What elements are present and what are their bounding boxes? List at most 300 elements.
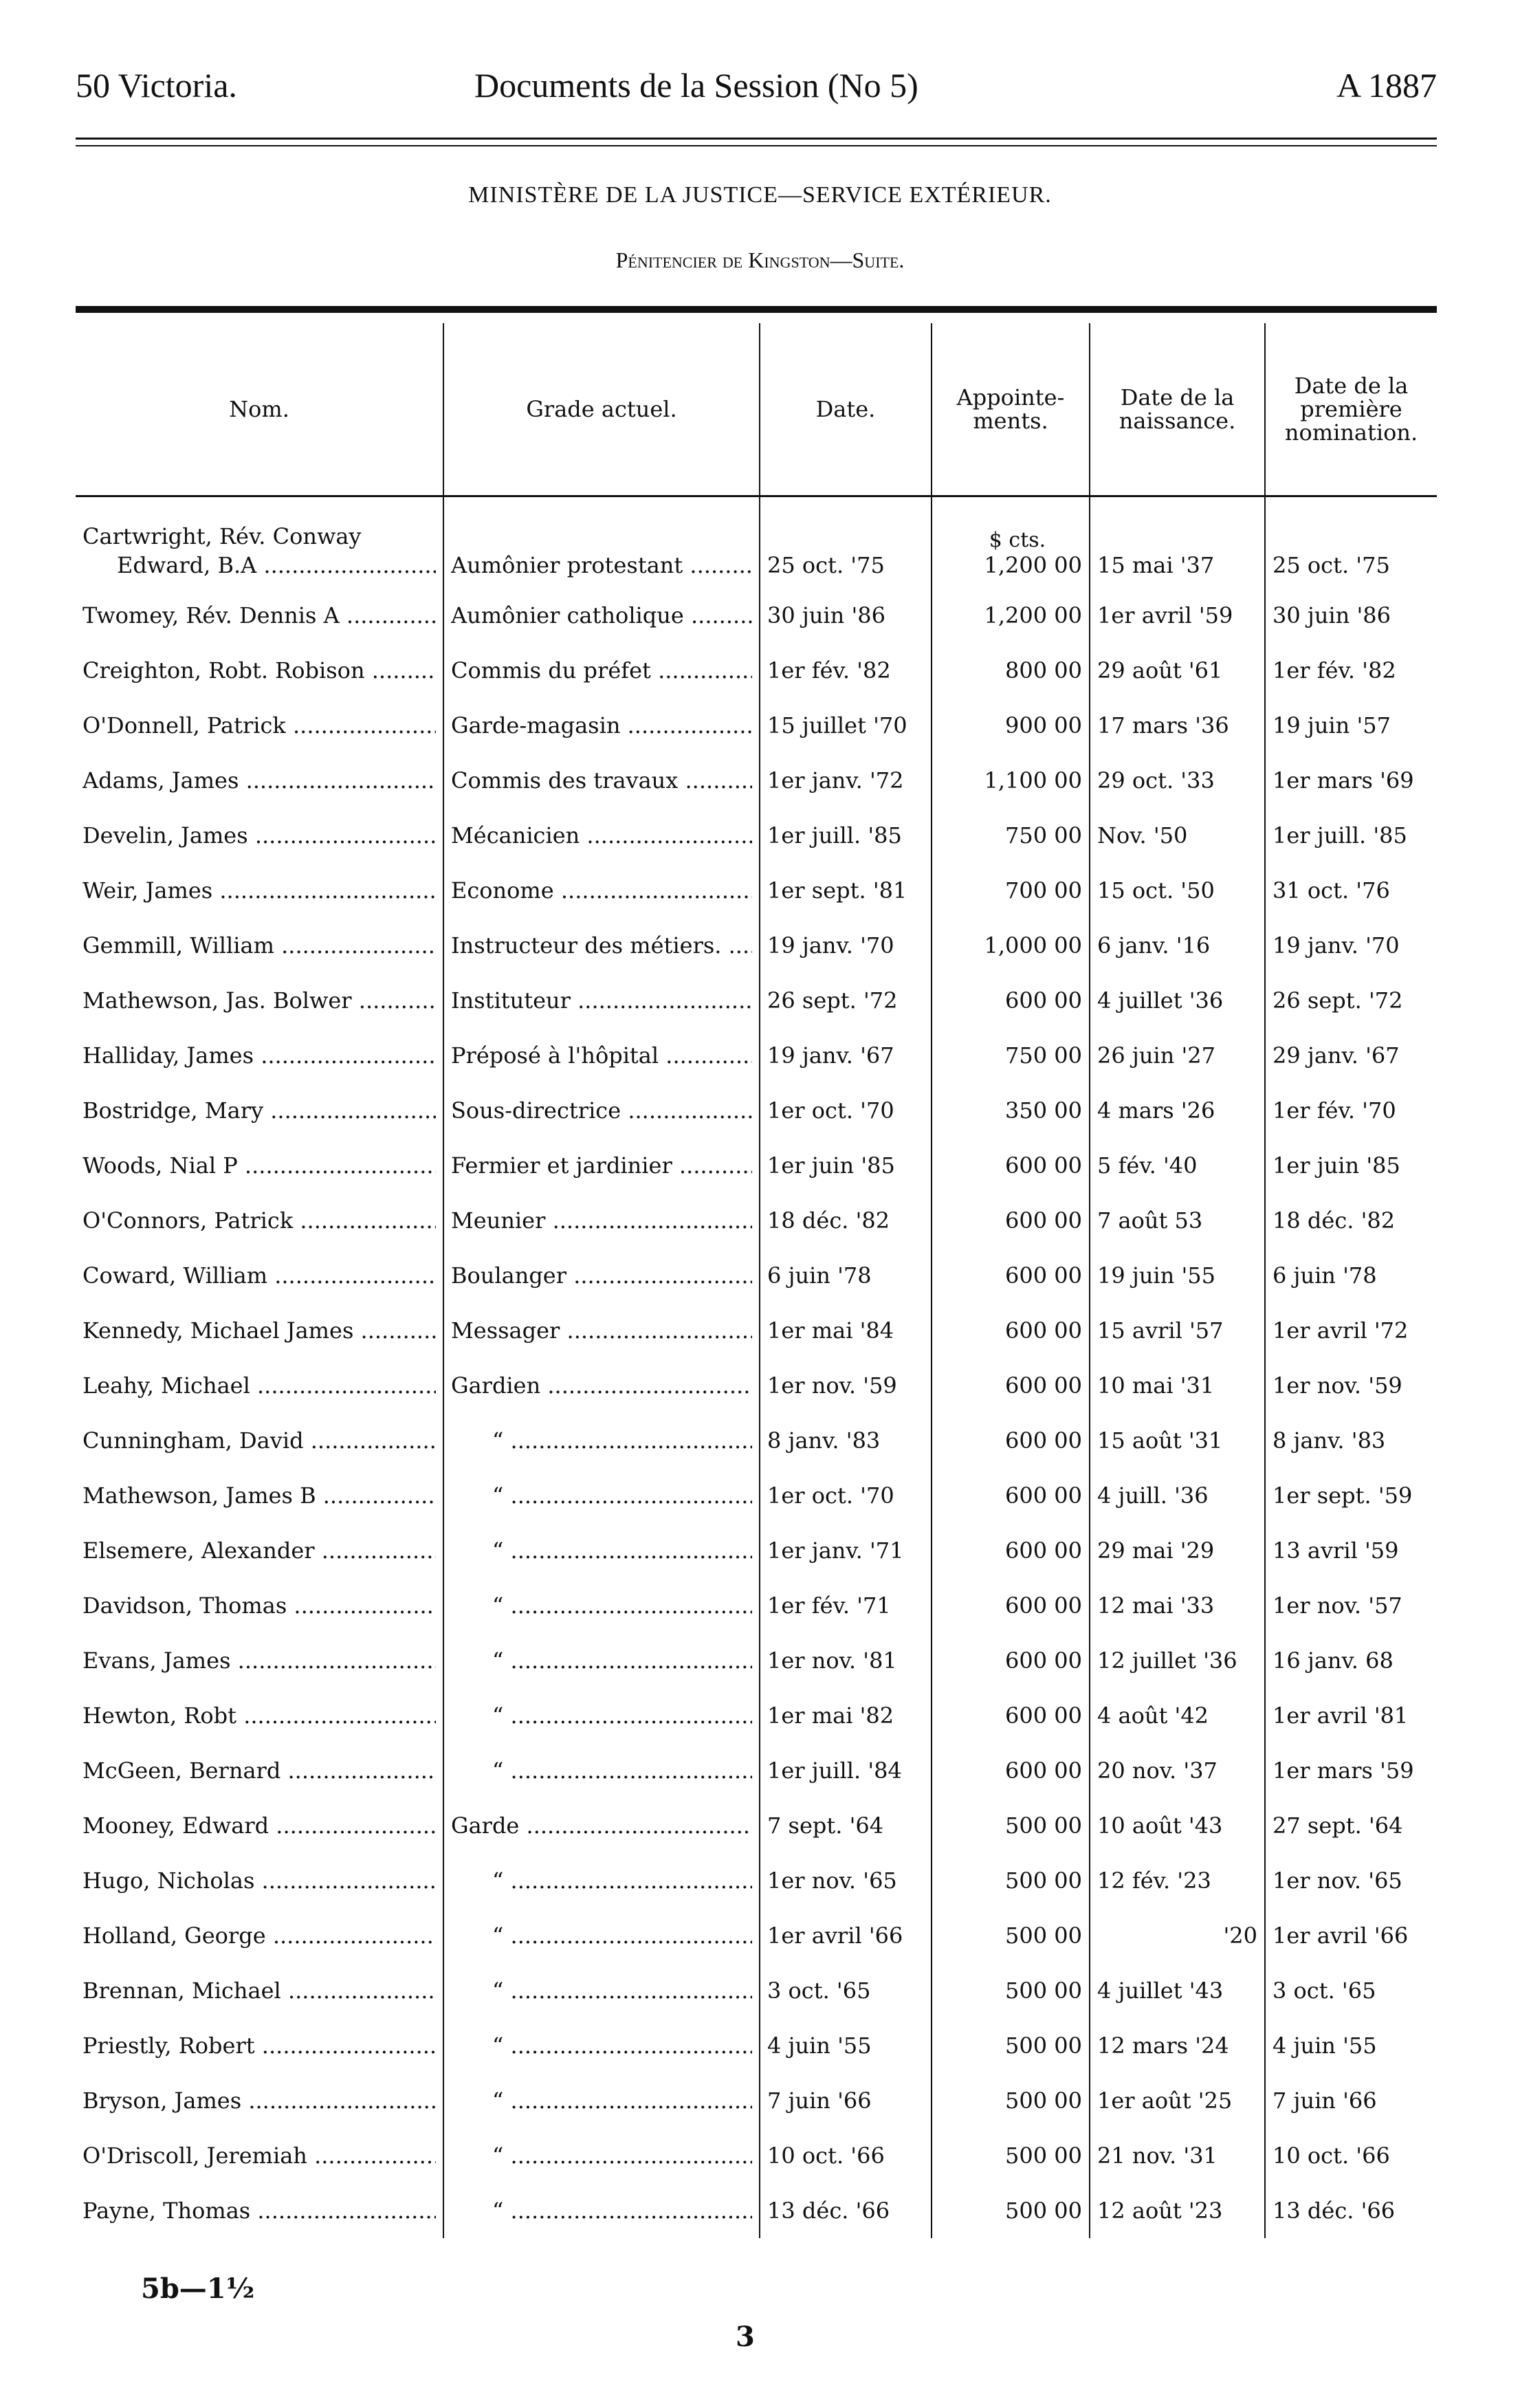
- cell-nom: [76, 1468, 443, 1523]
- cell-nomination: 29 janv. '67: [1265, 1028, 1437, 1083]
- cell-nomination: 1er nov. '57: [1265, 1578, 1437, 1633]
- ditto-mark: “ .....: [451, 1648, 752, 1674]
- cell-appointements: [932, 1963, 1090, 2018]
- nom-text: Mathewson, James B .....: [82, 1482, 436, 1509]
- col-naissance: Date de la naissance.: [1090, 323, 1265, 496]
- col-date: Date.: [760, 323, 932, 496]
- nom-text: Coward, William .....: [82, 1262, 436, 1289]
- cell-grade: [443, 1193, 760, 1248]
- cell-nomination: 30 juin '86: [1265, 588, 1437, 643]
- table-header-row: [76, 323, 1437, 496]
- salary-value: 600 00: [1005, 1592, 1082, 1619]
- grade-text: Préposé à l'hôpital .....: [451, 1042, 752, 1069]
- salary-value: 600 00: [1005, 1537, 1082, 1564]
- cell-nom: [76, 643, 443, 698]
- cell-appointements: [932, 1193, 1090, 1248]
- cell-nomination: 8 janv. '83: [1265, 1413, 1437, 1468]
- table-row: [76, 2128, 1437, 2183]
- cell-nomination: 1er juill. '85: [1265, 808, 1437, 863]
- ditto-mark: “ .....: [451, 2088, 752, 2114]
- cell-nomination: 27 sept. '64: [1265, 1798, 1437, 1853]
- cell-appointements: [932, 1578, 1090, 1633]
- table-row: [76, 973, 1437, 1028]
- nom-text: O'Connors, Patrick .....: [82, 1207, 436, 1234]
- table-row: [76, 1028, 1437, 1083]
- cell-grade: [443, 1028, 760, 1083]
- cell-nom: [76, 698, 443, 753]
- salary-value: 500 00: [1005, 1813, 1082, 1839]
- nom-text: Davidson, Thomas .....: [82, 1592, 436, 1619]
- nom-text: Weir, James .....: [82, 877, 436, 904]
- cell-nom: [76, 1193, 443, 1248]
- ditto-mark: “ .....: [451, 2143, 752, 2169]
- cell-naissance: 29 oct. '33: [1090, 753, 1265, 808]
- cell-appointements: [932, 1523, 1090, 1578]
- cell-naissance: 17 mars '36: [1090, 698, 1265, 753]
- cell-nomination: 1er avril '81: [1265, 1688, 1437, 1743]
- footer-signature: 5b—1½: [141, 2273, 255, 2305]
- table-row: [76, 698, 1437, 753]
- cell-grade: [443, 1083, 760, 1138]
- cell-nom: [76, 1523, 443, 1578]
- table-row: [76, 1248, 1437, 1303]
- cell-naissance: 29 mai '29: [1090, 1523, 1265, 1578]
- cell-appointements: [932, 643, 1090, 698]
- salary-value: 600 00: [1005, 1372, 1082, 1399]
- ditto-mark: “ .....: [451, 1592, 752, 1619]
- salary-value: 600 00: [1005, 1482, 1082, 1509]
- grade-text: Boulanger .....: [451, 1262, 752, 1289]
- header-rule: [76, 138, 1437, 146]
- table-row: [76, 2183, 1437, 2238]
- cell-appointements: [932, 1688, 1090, 1743]
- cell-date: 1er juill. '85: [760, 808, 932, 863]
- table-row: [76, 1303, 1437, 1358]
- salary-value: 1,200 00: [984, 552, 1082, 578]
- cell-appointements: [932, 2073, 1090, 2128]
- grade-text: Aumônier catholique .....: [451, 602, 752, 628]
- cell-date: 1er fév. '82: [760, 643, 932, 698]
- cell-naissance: 12 mai '33: [1090, 1578, 1265, 1633]
- cell-date: 1er juin '85: [760, 1138, 932, 1193]
- cell-grade: [443, 588, 760, 643]
- salary-value: 800 00: [1005, 657, 1082, 683]
- table-row: [76, 1358, 1437, 1413]
- salary-value: 1,100 00: [984, 767, 1082, 793]
- cell-nom: [76, 973, 443, 1028]
- cell-naissance: 12 fév. '23: [1090, 1853, 1265, 1908]
- cell-nom: [76, 1853, 443, 1908]
- cell-date: 26 sept. '72: [760, 973, 932, 1028]
- table-row: [76, 753, 1437, 808]
- cell-nomination: 19 juin '57: [1265, 698, 1437, 753]
- cell-nomination: 1er avril '72: [1265, 1303, 1437, 1358]
- table-row: [76, 1578, 1437, 1633]
- cell-nom: [76, 1963, 443, 2018]
- nom-text: Creighton, Robt. Robison .....: [82, 657, 436, 683]
- table-row: [76, 2018, 1437, 2073]
- cell-naissance: 7 août 53: [1090, 1193, 1265, 1248]
- nom-text: Priestly, Robert .....: [82, 2033, 436, 2059]
- grade-text: Meunier .....: [451, 1207, 752, 1234]
- salary-value: 600 00: [1005, 1427, 1082, 1454]
- cell-date: 1er mai '82: [760, 1688, 932, 1743]
- nom-line1: Cartwright, Rév. Conway: [82, 523, 362, 549]
- currency-label: $ cts.: [989, 528, 1046, 552]
- cell-naissance: 15 avril '57: [1090, 1303, 1265, 1358]
- nom-text: Mathewson, Jas. Bolwer .....: [82, 987, 436, 1014]
- cell-grade: [443, 643, 760, 698]
- cell-naissance: 4 juillet '43: [1090, 1963, 1265, 2018]
- cell-appointements: [932, 1028, 1090, 1083]
- cell-nom: [76, 1083, 443, 1138]
- page-number: 3: [736, 2321, 755, 2353]
- ditto-mark: “ .....: [451, 1758, 752, 1784]
- cell-date: 19 janv. '70: [760, 918, 932, 973]
- grade-text: Instructeur des métiers. .....: [451, 932, 752, 959]
- salary-value: 500 00: [1005, 1923, 1082, 1949]
- cell-naissance: 15 août '31: [1090, 1413, 1265, 1468]
- header-volume: 50 Victoria.: [76, 66, 237, 105]
- cell-appointements: [932, 1358, 1090, 1413]
- table-row: [76, 496, 1437, 589]
- cell-naissance: 15 oct. '50: [1090, 863, 1265, 918]
- col-nom: Nom.: [76, 323, 443, 496]
- table-top-rule: [76, 306, 1437, 313]
- cell-appointements: [932, 2183, 1090, 2238]
- cell-nom: [76, 918, 443, 973]
- salary-value: 500 00: [1005, 2198, 1082, 2224]
- page-subtitle: Pénitencier de Kingston—Suite.: [615, 248, 905, 272]
- cell-nom: [76, 1248, 443, 1303]
- grade-text: Messager .....: [451, 1317, 752, 1344]
- cell-naissance: 26 juin '27: [1090, 1028, 1265, 1083]
- cell-date: 1er mai '84: [760, 1303, 932, 1358]
- cell-appointements: [932, 973, 1090, 1028]
- cell-grade: [443, 496, 760, 589]
- cell-nomination: 19 janv. '70: [1265, 918, 1437, 973]
- salary-value: 750 00: [1005, 822, 1082, 849]
- cell-date: 1er fév. '71: [760, 1578, 932, 1633]
- cell-grade: [443, 698, 760, 753]
- cell-nomination: 25 oct. '75: [1265, 496, 1437, 589]
- salary-value: 700 00: [1005, 877, 1082, 904]
- grade-text: Gardien .....: [451, 1372, 752, 1399]
- cell-date: 1er nov. '81: [760, 1633, 932, 1688]
- table-row: [76, 1413, 1437, 1468]
- cell-naissance: 4 juill. '36: [1090, 1468, 1265, 1523]
- salary-value: 600 00: [1005, 987, 1082, 1014]
- grade-text: Sous-directrice .....: [451, 1097, 752, 1124]
- cell-nomination: 1er nov. '59: [1265, 1358, 1437, 1413]
- cell-naissance: 21 nov. '31: [1090, 2128, 1265, 2183]
- cell-grade: [443, 1523, 760, 1578]
- cell-date: 1er nov. '65: [760, 1853, 932, 1908]
- cell-appointements: [932, 1853, 1090, 1908]
- cell-naissance: 4 août '42: [1090, 1688, 1265, 1743]
- cell-nomination: 7 juin '66: [1265, 2073, 1437, 2128]
- cell-grade: [443, 753, 760, 808]
- cell-nom: [76, 588, 443, 643]
- cell-date: 7 sept. '64: [760, 1798, 932, 1853]
- cell-naissance: '20: [1090, 1908, 1265, 1963]
- salary-value: 750 00: [1005, 1042, 1082, 1069]
- grade-text: Garde-magasin .....: [451, 712, 752, 738]
- salary-value: 500 00: [1005, 1868, 1082, 1894]
- nom-text: Gemmill, William .....: [82, 932, 436, 959]
- cell-nomination: 10 oct. '66: [1265, 2128, 1437, 2183]
- cell-nomination: 4 juin '55: [1265, 2018, 1437, 2073]
- cell-grade: [443, 1413, 760, 1468]
- cell-nom: [76, 1028, 443, 1083]
- nom-text: Woods, Nial P .....: [82, 1152, 436, 1179]
- grade-text: Econome .....: [451, 877, 752, 904]
- cell-appointements: [932, 1633, 1090, 1688]
- cell-naissance: 12 juillet '36: [1090, 1633, 1265, 1688]
- table-row: [76, 1688, 1437, 1743]
- cell-nom: [76, 2128, 443, 2183]
- nom-text: McGeen, Bernard .....: [82, 1758, 436, 1784]
- cell-nom: [76, 1303, 443, 1358]
- table-row: [76, 1193, 1437, 1248]
- col-nomination: Date de la première nomination.: [1265, 323, 1437, 496]
- cell-date: 10 oct. '66: [760, 2128, 932, 2183]
- cell-date: 1er nov. '59: [760, 1358, 932, 1413]
- cell-naissance: Nov. '50: [1090, 808, 1265, 863]
- cell-date: 1er avril '66: [760, 1908, 932, 1963]
- cell-date: 30 juin '86: [760, 588, 932, 643]
- table-row: [76, 643, 1437, 698]
- nom-text: Elsemere, Alexander .....: [82, 1537, 436, 1564]
- table-row: [76, 1083, 1437, 1138]
- page-title: MINISTÈRE DE LA JUSTICE—SERVICE EXTÉRIEUR.: [468, 182, 1052, 208]
- col-grade: Grade actuel.: [443, 323, 760, 496]
- salary-value: 500 00: [1005, 2033, 1082, 2059]
- cell-nomination: 26 sept. '72: [1265, 973, 1437, 1028]
- staff-table: [76, 323, 1437, 2238]
- cell-appointements: [932, 753, 1090, 808]
- table-row: [76, 918, 1437, 973]
- cell-grade: [443, 1248, 760, 1303]
- cell-appointements: [932, 1303, 1090, 1358]
- cell-nom: [76, 1578, 443, 1633]
- cell-nomination: 1er mars '69: [1265, 753, 1437, 808]
- cell-nom: [76, 496, 443, 589]
- cell-naissance: 15 mai '37: [1090, 496, 1265, 589]
- cell-nom: [76, 1688, 443, 1743]
- cell-grade: [443, 1578, 760, 1633]
- cell-nomination: 31 oct. '76: [1265, 863, 1437, 918]
- salary-value: 600 00: [1005, 1648, 1082, 1674]
- cell-date: 15 juillet '70: [760, 698, 932, 753]
- cell-appointements: [932, 1468, 1090, 1523]
- cell-appointements: [932, 918, 1090, 973]
- cell-nom: [76, 1908, 443, 1963]
- cell-date: 1er oct. '70: [760, 1083, 932, 1138]
- salary-value: 1,000 00: [984, 932, 1082, 959]
- cell-nomination: 16 janv. 68: [1265, 1633, 1437, 1688]
- nom-text: Kennedy, Michael James .....: [82, 1317, 436, 1344]
- cell-grade: [443, 2018, 760, 2073]
- cell-nom: [76, 2018, 443, 2073]
- cell-appointements: [932, 1248, 1090, 1303]
- salary-value: 600 00: [1005, 1758, 1082, 1784]
- running-header: [76, 65, 1437, 107]
- cell-appointements: [932, 698, 1090, 753]
- cell-naissance: 12 mars '24: [1090, 2018, 1265, 2073]
- cell-grade: [443, 973, 760, 1028]
- cell-nom: [76, 1358, 443, 1413]
- salary-value: 600 00: [1005, 1207, 1082, 1234]
- nom-text: Twomey, Rév. Dennis A .....: [82, 602, 436, 628]
- cell-nomination: 1er juin '85: [1265, 1138, 1437, 1193]
- cell-nom: [76, 753, 443, 808]
- cell-date: 8 janv. '83: [760, 1413, 932, 1468]
- cell-grade: [443, 1743, 760, 1798]
- salary-value: 500 00: [1005, 2088, 1082, 2114]
- header-session: Documents de la Session (No 5): [474, 66, 918, 105]
- cell-nomination: 13 avril '59: [1265, 1523, 1437, 1578]
- table-row: [76, 2073, 1437, 2128]
- grade-text: Aumônier protestant .....: [451, 552, 752, 578]
- cell-grade: [443, 1633, 760, 1688]
- cell-date: 1er oct. '70: [760, 1468, 932, 1523]
- cell-naissance: 1er août '25: [1090, 2073, 1265, 2128]
- cell-date: 25 oct. '75: [760, 496, 932, 589]
- cell-naissance: 6 janv. '16: [1090, 918, 1265, 973]
- cell-naissance: 20 nov. '37: [1090, 1743, 1265, 1798]
- table-row: [76, 1963, 1437, 2018]
- cell-date: 7 juin '66: [760, 2073, 932, 2128]
- cell-nom: [76, 2073, 443, 2128]
- grade-text: Garde .....: [451, 1813, 752, 1839]
- table-row: [76, 1798, 1437, 1853]
- salary-value: 600 00: [1005, 1152, 1082, 1179]
- nom-text: Adams, James .....: [82, 767, 436, 793]
- ditto-mark: “ .....: [451, 1537, 752, 1564]
- cell-grade: [443, 1908, 760, 1963]
- nom-text: Hewton, Robt .....: [82, 1703, 436, 1729]
- cell-nomination: 6 juin '78: [1265, 1248, 1437, 1303]
- cell-nomination: 13 déc. '66: [1265, 2183, 1437, 2238]
- cell-naissance: 4 juillet '36: [1090, 973, 1265, 1028]
- cell-appointements: [932, 1083, 1090, 1138]
- salary-value: 600 00: [1005, 1262, 1082, 1289]
- table-row: [76, 1468, 1437, 1523]
- nom-text: Hugo, Nicholas .....: [82, 1868, 436, 1894]
- cell-appointements: [932, 588, 1090, 643]
- cell-nom: [76, 808, 443, 863]
- nom-text: O'Driscoll, Jeremiah .....: [82, 2143, 436, 2169]
- cell-date: 1er janv. '72: [760, 753, 932, 808]
- nom-text: Halliday, James .....: [82, 1042, 436, 1069]
- ditto-mark: “ .....: [451, 1427, 752, 1454]
- ditto-mark: “ .....: [451, 2198, 752, 2224]
- cell-naissance: 4 mars '26: [1090, 1083, 1265, 1138]
- table-row: [76, 1743, 1437, 1798]
- cell-grade: [443, 1798, 760, 1853]
- salary-value: 350 00: [1005, 1097, 1082, 1124]
- col-appointements: Appointe-ments.: [932, 323, 1090, 496]
- cell-grade: [443, 1963, 760, 2018]
- table-row: [76, 588, 1437, 643]
- cell-date: 18 déc. '82: [760, 1193, 932, 1248]
- nom-text: Develin, James .....: [82, 822, 436, 849]
- cell-nomination: 1er mars '59: [1265, 1743, 1437, 1798]
- cell-nomination: 1er avril '66: [1265, 1908, 1437, 1963]
- cell-naissance: 10 mai '31: [1090, 1358, 1265, 1413]
- cell-date: 1er janv. '71: [760, 1523, 932, 1578]
- cell-grade: [443, 2073, 760, 2128]
- cell-date: 4 juin '55: [760, 2018, 932, 2073]
- cell-grade: [443, 1688, 760, 1743]
- salary-value: 500 00: [1005, 1978, 1082, 2004]
- cell-grade: [443, 1358, 760, 1413]
- cell-date: 1er sept. '81: [760, 863, 932, 918]
- cell-appointements: [932, 2128, 1090, 2183]
- cell-nomination: 1er sept. '59: [1265, 1468, 1437, 1523]
- nom-text: O'Donnell, Patrick .....: [82, 712, 436, 738]
- cell-date: 19 janv. '67: [760, 1028, 932, 1083]
- cell-nom: [76, 1138, 443, 1193]
- cell-appointements: [932, 2018, 1090, 2073]
- salary-value: 500 00: [1005, 2143, 1082, 2169]
- cell-nomination: 3 oct. '65: [1265, 1963, 1437, 2018]
- cell-appointements: [932, 863, 1090, 918]
- nom-text: Bostridge, Mary .....: [82, 1097, 436, 1124]
- cell-grade: [443, 1303, 760, 1358]
- cell-date: 1er juill. '84: [760, 1743, 932, 1798]
- nom-text: Evans, James .....: [82, 1648, 436, 1674]
- cell-grade: [443, 2183, 760, 2238]
- cell-nom: [76, 1798, 443, 1853]
- cell-naissance: 19 juin '55: [1090, 1248, 1265, 1303]
- nom-text: Mooney, Edward .....: [82, 1813, 436, 1839]
- salary-value: 900 00: [1005, 712, 1082, 738]
- cell-nomination: 1er fév. '70: [1265, 1083, 1437, 1138]
- header-year: A 1887: [1336, 66, 1437, 105]
- table-row: [76, 1138, 1437, 1193]
- grade-text: Mécanicien .....: [451, 822, 752, 849]
- cell-grade: [443, 1853, 760, 1908]
- ditto-mark: “ .....: [451, 1978, 752, 2004]
- ditto-mark: “ .....: [451, 1868, 752, 1894]
- cell-nomination: 1er nov. '65: [1265, 1853, 1437, 1908]
- table-row: [76, 863, 1437, 918]
- nom-text: Leahy, Michael .....: [82, 1372, 436, 1399]
- cell-nom: [76, 1743, 443, 1798]
- cell-appointements: [932, 1743, 1090, 1798]
- cell-date: 6 juin '78: [760, 1248, 932, 1303]
- table-row: [76, 1633, 1437, 1688]
- nom-text: Cunningham, David .....: [82, 1427, 436, 1454]
- table-row: [76, 1523, 1437, 1578]
- cell-appointements: [932, 1138, 1090, 1193]
- nom-text: Bryson, James .....: [82, 2088, 436, 2114]
- grade-text: Instituteur .....: [451, 987, 752, 1014]
- cell-nomination: 18 déc. '82: [1265, 1193, 1437, 1248]
- cell-naissance: 29 août '61: [1090, 643, 1265, 698]
- cell-nom: [76, 1633, 443, 1688]
- salary-value: 600 00: [1005, 1703, 1082, 1729]
- grade-text: Commis du préfet .....: [451, 657, 752, 683]
- salary-value: 1,200 00: [984, 602, 1082, 628]
- ditto-mark: “ .....: [451, 1923, 752, 1949]
- cell-grade: [443, 2128, 760, 2183]
- nom-text: Holland, George .....: [82, 1923, 436, 1949]
- cell-date: 3 oct. '65: [760, 1963, 932, 2018]
- grade-text: Fermier et jardinier .....: [451, 1152, 752, 1179]
